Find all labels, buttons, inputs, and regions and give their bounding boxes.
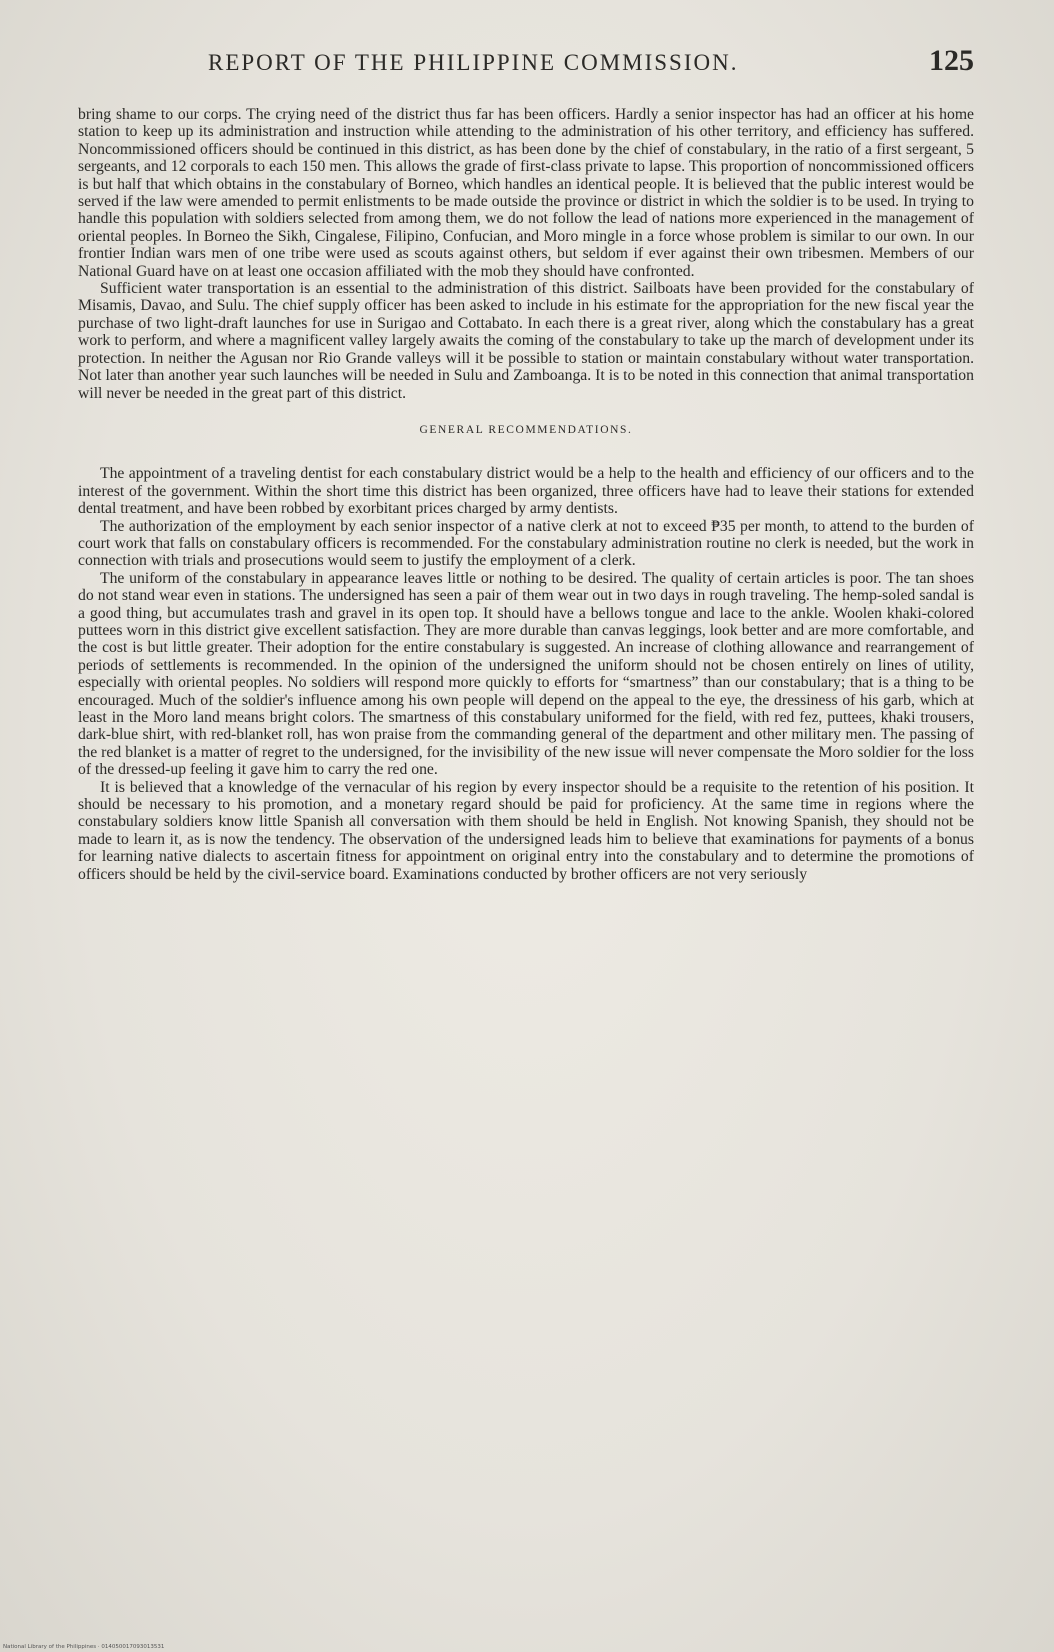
scan-footer: National Library of the Philippines · 014050017093013531 [3, 1644, 165, 1650]
paragraph-uniform: The uniform of the constabulary in appearance leaves little or nothing to be desired. The quality of certain articles is poor. The tan shoes do not stand wear even in stations. The undersigned has seen a pair of them wear out in two days in rough traveling. The hemp-soled sandal is a good thing, but accumulates trash and gravel in its open top. It should have a bellows tongue and lace to the ankle. Woolen khaki-colored puttees worn in this district give excellent satisfaction. They are more durable than canvas leggings, look better and are more comfortable, and the cost is but little greater. Their adoption for the entire constabulary is suggested. An increase of clothing allowance and rearrangement of periods of settlements is recommended. In the opinion of the undersigned the uniform should not be chosen entirely on lines of utility, especially with oriental peoples. No soldiers will respond more quickly to efforts for “smartness” than our constabulary; that is a thing to be encouraged. Much of the soldier's influence among his own people will depend on the appeal to the eye, the dressiness of his garb, which at least in the Moro land means bright colors. The smartness of this constabulary uniformed for the field, with red fez, puttees, khaki trousers, dark-blue shirt, with red-blanket roll, has won praise from the commanding general of the department and other military men. The passing of the red blanket is a matter of regret to the undersigned, for the invisibility of the new issue will never compensate the Moro soldier for the loss of the dressed-up feeling it gave him to carry the red one. [78, 569, 974, 779]
paragraph-dentist: The appointment of a traveling dentist for each constabulary district would be a help to the health and efficiency of our officers and to the interest of the government. Within the short time this district has been organized, three officers have had to leave their stations for extended dental treatment, and have been robbed by exorbitant prices charged by army dentists. [78, 465, 974, 518]
paragraph-vernacular: It is believed that a knowledge of the vernacular of his region by every inspector should be a requisite to the retention of his position. It should be necessary to his promotion, and a monetary regard should be paid for proficiency. At the same time in regions where the constabulary soldiers know little Spanish all conversation with them should be held in English. Not knowing Spanish, they should not be made to learn it, as is now the tendency. The observation of the undersigned leads him to believe that examinations for payments of a bonus for learning native dialects to ascertain fitness for appointment on original entry into the constabulary and to determine the promotions of officers should be held by the civil-service board. Examinations conducted by brother officers are not very seriously [78, 778, 974, 883]
page-header [78, 44, 974, 88]
paragraph-water-transportation: Sufficient water transportation is an essential to the administration of this district. Sailboats have been provided for the constabulary of Misamis, Davao, and Sulu. The chief supply officer has been asked to include in his estimate for the appropriation for the new fiscal year the purchase of two light-draft launches for use in Surigao and Cottabato. In each there is a great river, along which the constabulary has a great work to perform, and where a magnificent valley largely awaits the coming of the constabulary to take up the march of development under its protection. In neither the Agusan nor Rio Grande valleys will it be possible to station or maintain constabulary without water transportation. Not later than another year such launches will be needed in Sulu and Zamboanga. It is to be noted in this connection that animal transportation will never be needed in the great part of this district. [78, 280, 974, 402]
paragraph-officers: bring shame to our corps. The crying need of the district thus far has been officers. Hardly a senior inspector has had an officer at his home station to keep up its administration and instruction while attending to the administration of his other territory, and efficiency has suffered. Noncommissioned officers should be continued in this district, as has been done by the chief of constabulary, in the ratio of a first sergeant, 5 sergeants, and 12 corporals to each 150 men. This allows the grade of first-class private to lapse. This proportion of noncommissioned officers is but half that which obtains in the constabulary of Borneo, which handles an identical people. It is believed that the public interest would be served if the law were amended to permit enlistments to be made outside the province or district in which the soldier is to be used. In trying to handle this population with soldiers selected from among them, we do not follow the lead of nations more experienced in the management of oriental peoples. In Borneo the Sikh, Cingalese, Filipino, Confucian, and Moro mingle in a force whose problem is similar to our own. In our frontier Indian wars men of one tribe were used as scouts against others, but seldom if ever against their own tribesmen. Members of our National Guard have on at least one occasion affiliated with the mob they should have confronted. [78, 106, 974, 280]
page-body [78, 106, 974, 883]
paragraph-clerk: The authorization of the employment by each senior inspector of a native clerk at not to exceed ₱35 per month, to attend to the burden of court work that falls on constabulary officers is recommended. For the constabulary administration routine no clerk is needed, but the work in connection with trials and prosecutions would seem to justify the employment of a clerk. [78, 517, 974, 570]
page-number: 125 [929, 44, 974, 77]
running-title: REPORT OF THE PHILIPPINE COMMISSION. [208, 50, 739, 75]
section-heading: GENERAL RECOMMENDATIONS. [419, 423, 633, 436]
